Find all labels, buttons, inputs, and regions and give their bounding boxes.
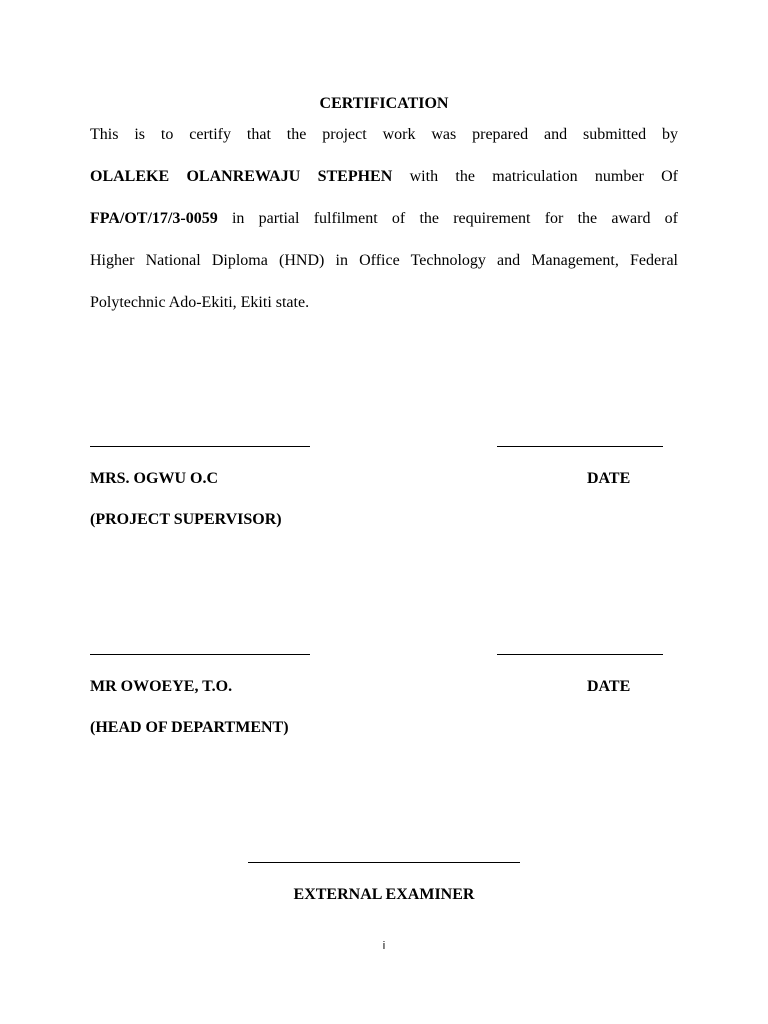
supervisor-name: MRS. OGWU O.C — [90, 470, 218, 487]
paragraph-line-2-rest: with the matriculation number Of — [409, 168, 679, 185]
paragraph-line-2 — [90, 156, 678, 198]
supervisor-date-label: DATE — [587, 470, 631, 487]
page-number: i — [382, 940, 386, 952]
supervisor-signature-line — [90, 446, 310, 447]
hod-role: (HEAD OF DEPARTMENT) — [90, 719, 289, 736]
paragraph-line-5: Polytechnic Ado-Ekiti, Ekiti state. — [90, 294, 310, 311]
hod-name: MR OWOEYE, T.O. — [90, 678, 233, 695]
external-examiner-signature-line — [248, 862, 520, 863]
paragraph-line-3 — [90, 198, 678, 240]
hod-signature-line — [90, 654, 310, 655]
supervisor-date-line — [497, 446, 663, 447]
supervisor-role: (PROJECT SUPERVISOR) — [90, 511, 282, 528]
paragraph-line-1: This is to certify that the project work was prepared and submitted by — [90, 126, 678, 143]
certification-paragraph — [90, 114, 678, 324]
paragraph-line-3-rest: in partial fulfilment of the requirement for the award of — [231, 210, 679, 227]
student-name: OLALEKE OLANREWAJU STEPHEN — [90, 168, 393, 185]
hod-date-label: DATE — [587, 678, 631, 695]
hod-date-line — [497, 654, 663, 655]
matriculation-number: FPA/OT/17/3-0059 — [90, 210, 218, 227]
paragraph-line-4: Higher National Diploma (HND) in Office Technology and Management, Federal — [90, 252, 678, 269]
document-title: CERTIFICATION — [319, 95, 449, 112]
external-examiner-label: EXTERNAL EXAMINER — [293, 886, 475, 903]
